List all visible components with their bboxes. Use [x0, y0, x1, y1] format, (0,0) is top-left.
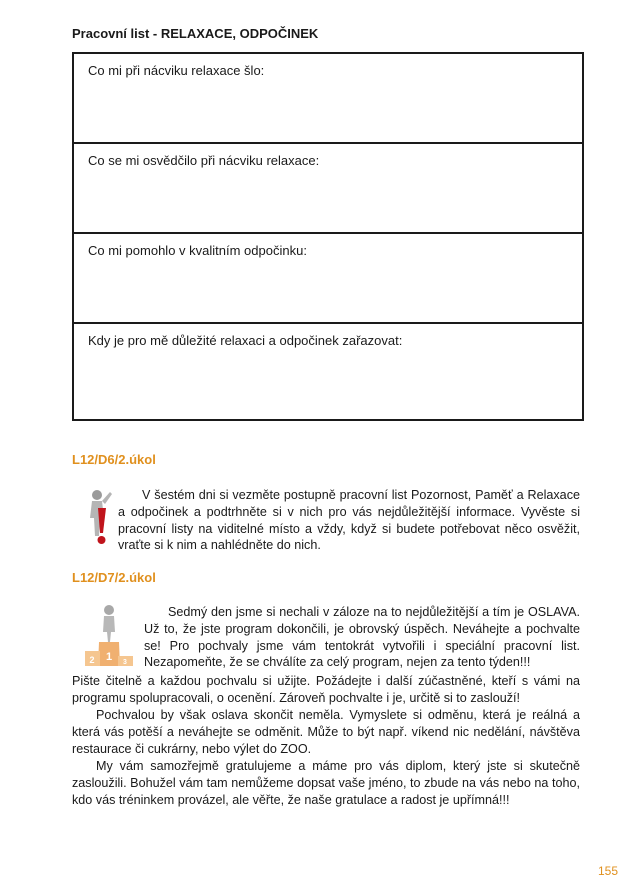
task2-paragraph-2: Pochvalou by však oslava skončit neměla. Vymyslete si odměnu, která je reálná a která vás potěší a neváhejte se odměnit. Může to být např. víkend nic nedělání, návštěva restaurace či cukrárny, nebo výlet do ZOO. — [72, 708, 580, 756]
worksheet-box-4 — [74, 324, 582, 419]
task2-paragraph-1-continued: Pište čitelně a každou pochvalu si užijte. Požádejte i další zúčastněné, kteří s vámi na programu spolupracovali, o ocenění. Zároveň pochvalte i je, určitě si to zaslouží! — [72, 674, 580, 705]
worksheet-table — [72, 52, 584, 421]
podium-number-2: 2 — [89, 655, 95, 665]
worksheet-prompt: Kdy je pro mě důležité relaxaci a odpočinek zařazovat: — [88, 333, 403, 348]
worksheet-prompt: Co se mi osvědčilo při nácviku relaxace: — [88, 153, 320, 168]
worksheet-prompt: Co mi pomohlo v kvalitním odpočinku: — [88, 243, 307, 258]
task1-text: V šestém dni si vezměte postupně pracovní list Pozornost, Paměť a Relaxace a odpočinek a podtrhněte si v nich pro vás nejdůležitější informace. Vyvěste si pracovní listy na viditelné místo a vždy, když si budete potřebovat něco osvěžit, vraťte si k nim a nahlédněte do nich. — [118, 488, 580, 553]
task1-heading: L12/D6/2.úkol — [72, 452, 156, 467]
podium-number-3: 3 — [123, 659, 127, 666]
page-number: 155 — [597, 864, 618, 878]
task2-heading: L12/D7/2.úkol — [72, 570, 156, 585]
worksheet-prompt: Co mi při nácviku relaxace šlo: — [88, 63, 265, 78]
winner-podium-icon — [84, 604, 134, 668]
worksheet-box-1 — [74, 54, 582, 144]
exclamation-figure-icon — [84, 488, 114, 550]
page-title: Pracovní list - RELAXACE, ODPOČINEK — [72, 26, 319, 41]
task2-paragraph-3: My vám samozřejmě gratulujeme a máme pro vás diplom, který jste si skutečně zasloužili. Bohužel vám tam nemůžeme dopsat vaše jméno, to zbude na vás nebo na toho, kdo vás tréninkem provázel, ale věřte, že naše gratulace a radost je upřímná!!! — [72, 759, 580, 807]
podium-number-1: 1 — [105, 651, 113, 663]
task2-paragraph-1: Sedmý den jsme si nechali v záloze na to nejdůležitější a tím je OSLAVA. Už to, že jste program dokončili, je obrovský úspěch. Neváhejte a pochvalte se! Pro pochvaly jsme vám tentokrát vytvořili i speciální pracovní list. Nezapomeňte, že se chválíte za celý program, nejen za tento týden!!! — [144, 605, 580, 670]
worksheet-box-2 — [74, 144, 582, 234]
worksheet-box-3 — [74, 234, 582, 324]
